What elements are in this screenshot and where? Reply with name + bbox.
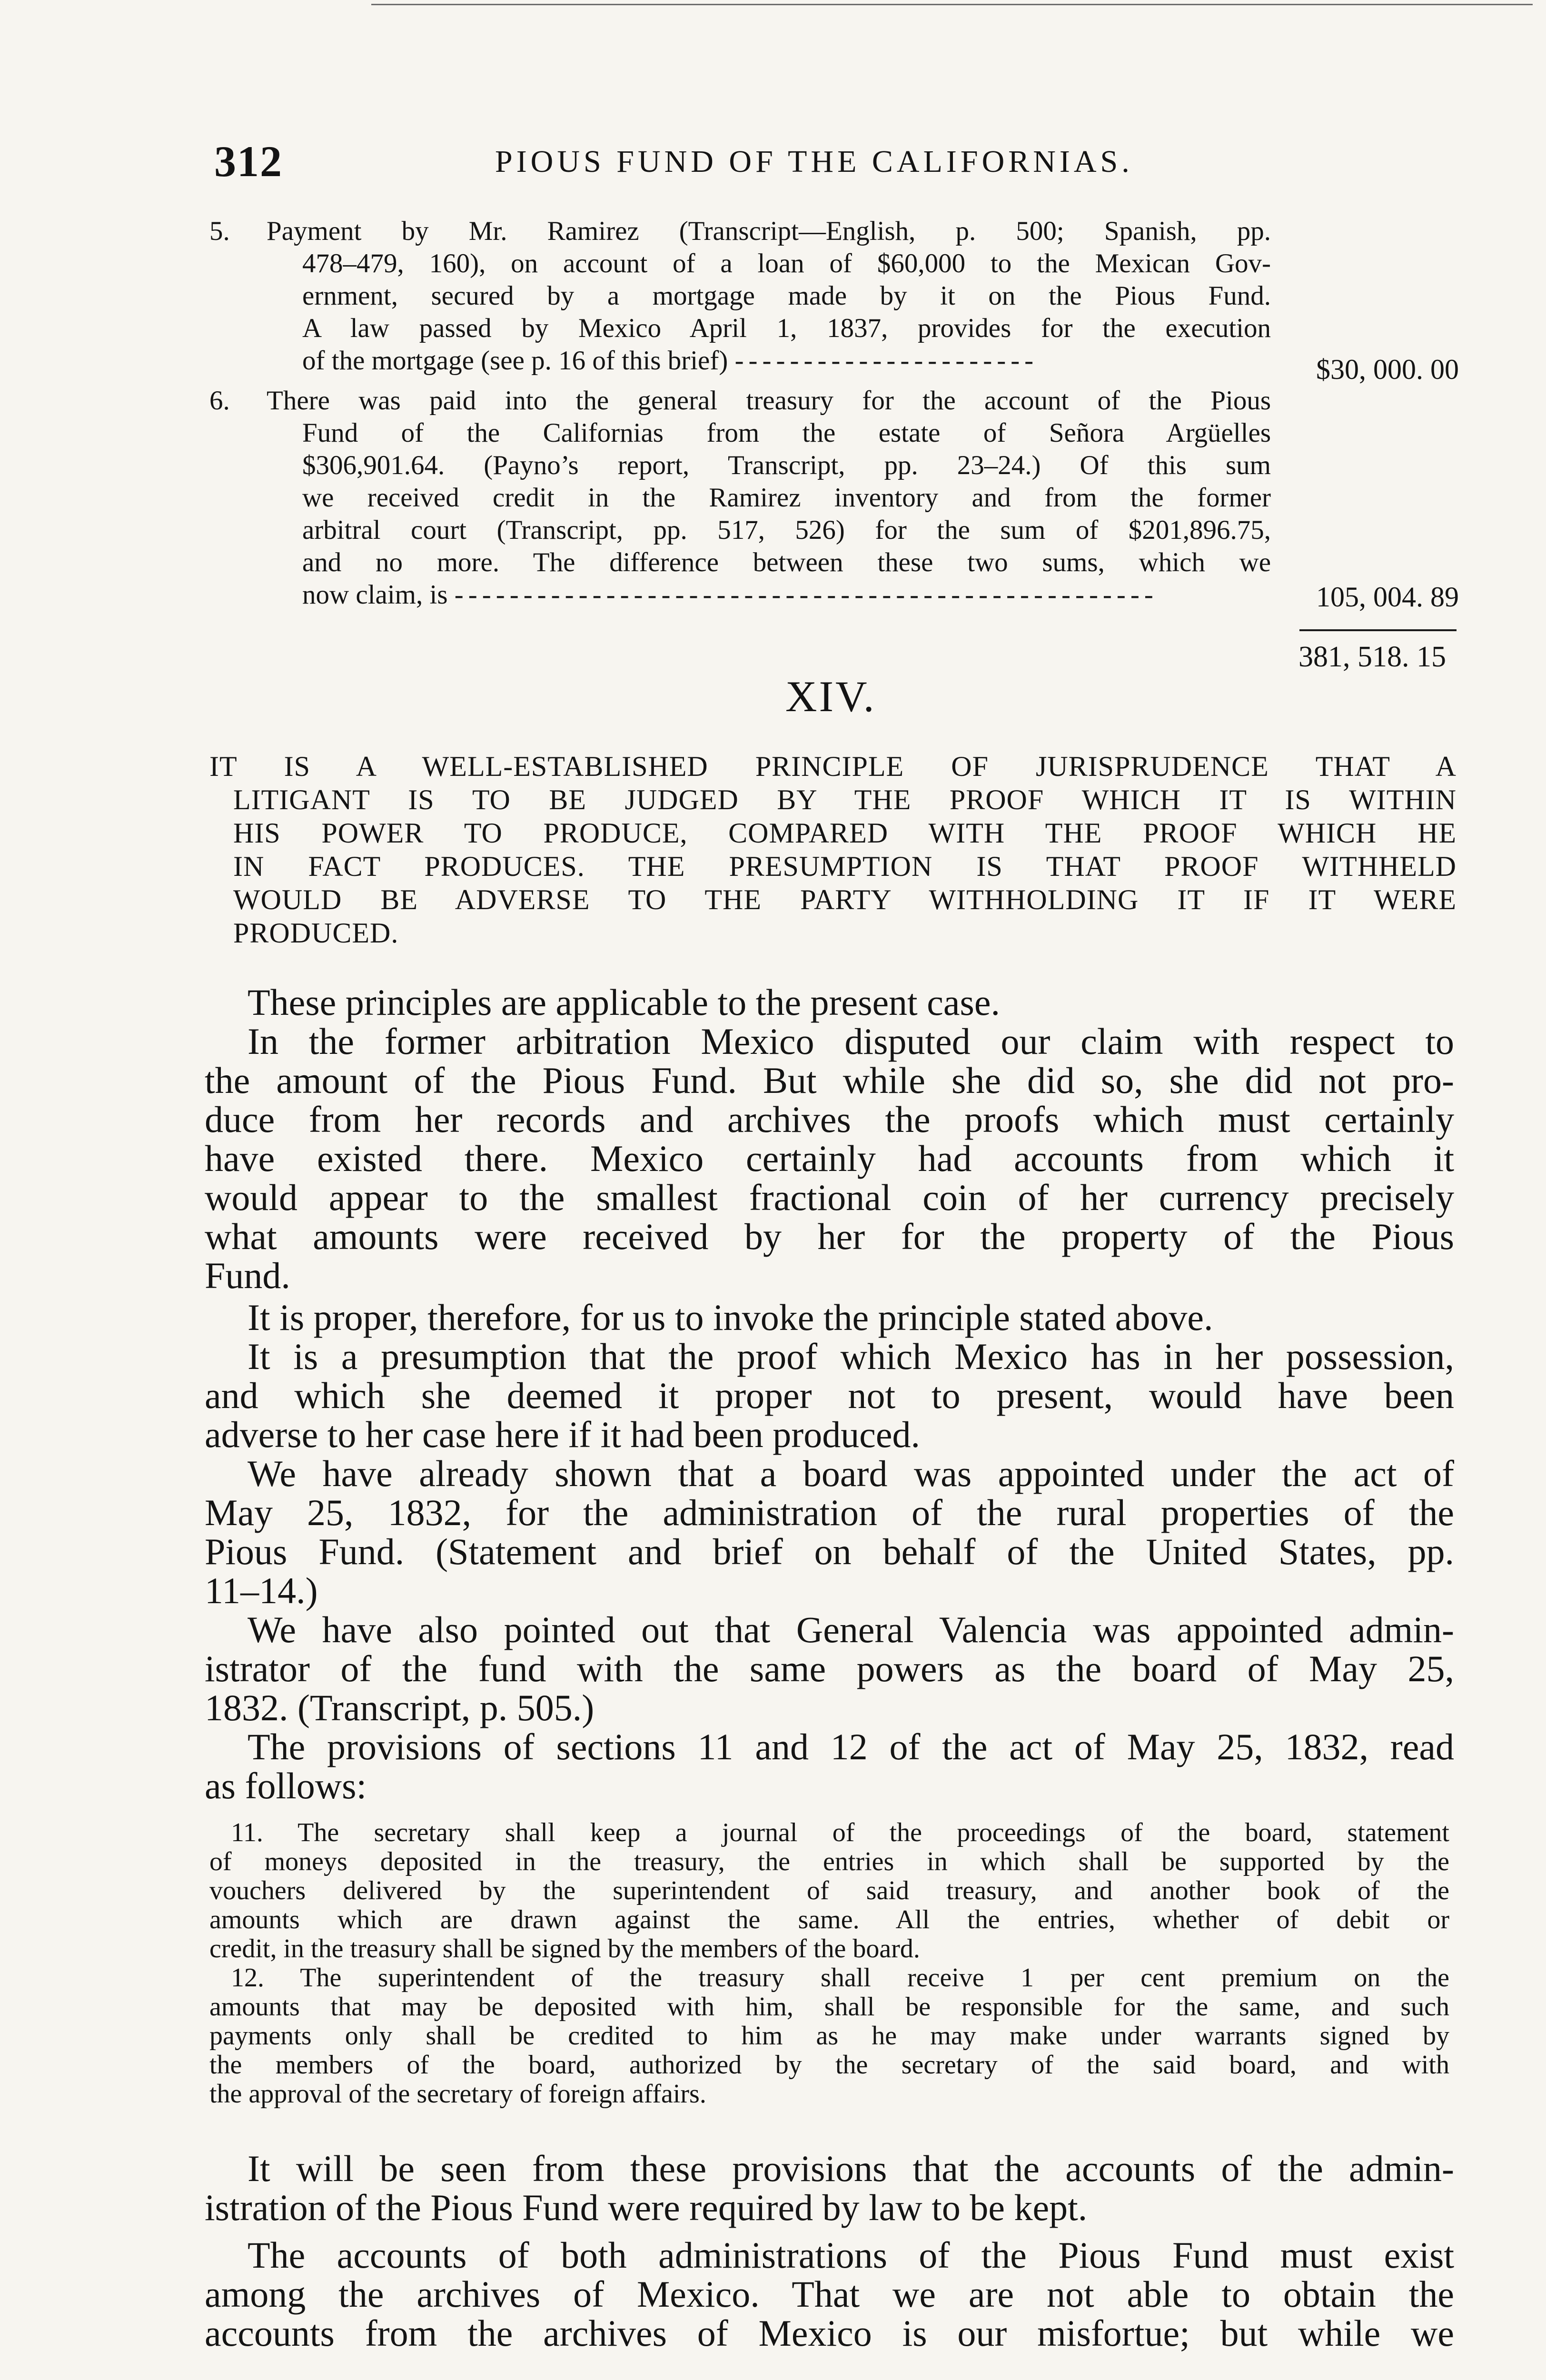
quoted-section-12	[209, 1964, 1449, 2109]
item-line: ernment, secured by a mortgage made by it on the Pious Fund.	[302, 281, 1271, 311]
body-paragraph	[205, 1727, 1454, 1805]
dot-leader: ---------------------------------------------------	[454, 580, 1158, 610]
item-line	[302, 579, 1271, 611]
item-line: 478–479, 160), on account of a loan of $60,000 to the Mexican Gov-	[302, 248, 1271, 278]
page-number: 312	[214, 137, 283, 186]
paragraph-line: istration of the Pious Fund were required by law to be kept.	[205, 2187, 1088, 2228]
item-line: A law passed by Mexico April 1, 1837, provides for the execution	[302, 313, 1271, 343]
paragraph-line: among the archives of Mexico. That we are not able to obtain the	[205, 2273, 1454, 2315]
caption-line: WOULD BE ADVERSE TO THE PARTY WITHHOLDING IT IF IT WERE	[233, 884, 1457, 915]
total-rule	[1299, 629, 1457, 631]
body-paragraph	[205, 1454, 1454, 1610]
paragraph-line: and which she deemed it proper not to present, would have been	[205, 1375, 1454, 1416]
paragraph-line: The accounts of both administrations of the Pious Fund must exist	[248, 2234, 1454, 2276]
paragraph-line: Pious Fund. (Statement and brief on behalf of the United States, pp.	[205, 1531, 1454, 1572]
dot-leader: ----------------------	[734, 346, 1039, 376]
item-line	[302, 345, 1271, 377]
paragraph-line: May 25, 1832, for the administration of the rural properties of the	[205, 1492, 1454, 1533]
caption-line: LITIGANT IS TO BE JUDGED BY THE PROOF WHICH IT IS WITHIN	[233, 784, 1457, 815]
item-line: Payment by Mr. Ramirez (Transcript—English, p. 500; Spanish, pp.	[267, 216, 1271, 246]
ledger-item-6	[209, 385, 1459, 613]
paragraph-line: These principles are applicable to the present case.	[248, 982, 1000, 1023]
quote-line: 12. The superintendent of the treasury shall receive 1 per cent premium on the	[231, 1963, 1449, 1993]
paragraph-line: as follows:	[205, 1765, 367, 1806]
quote-line: vouchers delivered by the superintendent of said treasury, and another book of the	[209, 1876, 1449, 1905]
quote-line: 11. The secretary shall keep a journal of the proceedings of the board, statement	[231, 1818, 1449, 1847]
item-line: Fund of the Californias from the estate of Señora Argüelles	[302, 418, 1271, 448]
item-line: and no more. The difference between these two sums, which we	[302, 547, 1271, 577]
paragraph-line: adverse to her case here if it had been produced.	[205, 1414, 920, 1455]
ledger-total: 381, 518. 15	[1298, 641, 1446, 673]
running-head: PIOUS FUND OF THE CALIFORNIAS.	[495, 144, 1133, 179]
body-paragraph	[205, 1022, 1454, 1295]
caption-line: IN FACT PRODUCES. THE PRESUMPTION IS THAT PROOF WITHHELD	[233, 851, 1457, 882]
caption-line: PRODUCED.	[233, 917, 399, 949]
paragraph-line: Fund.	[205, 1255, 290, 1296]
paragraph-line: would appear to the smallest fractional coin of her currency precisely	[205, 1177, 1454, 1218]
body-paragraph	[205, 2236, 1454, 2353]
paragraph-line: 11–14.)	[205, 1570, 318, 1611]
item-line: we received credit in the Ramirez inventory and from the former	[302, 483, 1271, 513]
quote-line: the approval of the secretary of foreign affairs.	[209, 2079, 706, 2109]
quote-line: amounts that may be deposited with him, shall be responsible for the same, and such	[209, 1992, 1449, 2022]
item-line-text: of the mortgage (see p. 16 of this brief)	[302, 346, 728, 376]
item-number: 6.	[209, 386, 230, 416]
ledger-item-5	[209, 215, 1459, 385]
paragraph-line: duce from her records and archives the proofs which must certainly	[205, 1099, 1454, 1140]
section-number: XIV.	[785, 672, 876, 721]
quote-line: of moneys deposited in the treasury, the entries in which shall be supported by the	[209, 1847, 1449, 1876]
quote-line: the members of the board, authorized by the secretary of the said board, and with	[209, 2050, 1449, 2080]
paragraph-line: It will be seen from these provisions that the accounts of the admin-	[248, 2148, 1454, 2189]
paragraph-line: We have also pointed out that General Valencia was appointed admin-	[248, 1609, 1454, 1650]
section-caption	[209, 750, 1457, 950]
body-paragraph	[205, 1610, 1454, 1727]
body-paragraph	[205, 1337, 1454, 1454]
paragraph-line: 1832. (Transcript, p. 505.)	[205, 1687, 595, 1728]
paragraph-line: accounts from the archives of Mexico is our misfortue; but while we	[205, 2312, 1454, 2354]
paragraph-line: In the former arbitration Mexico disputed our claim with respect to	[248, 1021, 1454, 1062]
paragraph-line: the amount of the Pious Fund. But while she did so, she did not pro-	[205, 1060, 1454, 1101]
caption-line: IT IS A WELL-ESTABLISHED PRINCIPLE OF JURISPRUDENCE THAT A	[209, 751, 1457, 782]
item-number: 5.	[209, 216, 230, 246]
quote-line: credit, in the treasury shall be signed by the members of the board.	[209, 1934, 920, 1964]
body-paragraph	[205, 1298, 1454, 1337]
paragraph-line: istrator of the fund with the same powers as the board of May 25,	[205, 1648, 1454, 1689]
quote-line: payments only shall be credited to him as he may make under warrants signed by	[209, 2021, 1449, 2051]
item-line: arbitral court (Transcript, pp. 517, 526) for the sum of $201,896.75,	[302, 515, 1271, 545]
quoted-section-11	[209, 1818, 1449, 1964]
item-line: There was paid into the general treasury for the account of the Pious	[267, 386, 1271, 416]
paragraph-line: have existed there. Mexico certainly had accounts from which it	[205, 1138, 1454, 1179]
body-paragraph	[205, 983, 1454, 1022]
item-amount: 105, 004. 89	[1316, 581, 1459, 613]
item-line-text: now claim, is	[302, 580, 448, 610]
paragraph-line: what amounts were received by her for the property of the Pious	[205, 1216, 1454, 1257]
paragraph-line: It is a presumption that the proof which Mexico has in her possession,	[248, 1336, 1454, 1377]
paragraph-line: We have already shown that a board was appointed under the act of	[248, 1453, 1454, 1494]
page-top-rule	[371, 4, 1533, 5]
item-line: $306,901.64. (Payno’s report, Transcript, pp. 23–24.) Of this sum	[302, 450, 1271, 480]
quote-line: amounts which are drawn against the same. All the entries, whether of debit or	[209, 1905, 1449, 1934]
paragraph-line: It is proper, therefore, for us to invoke the principle stated above.	[248, 1297, 1213, 1338]
paragraph-line: The provisions of sections 11 and 12 of the act of May 25, 1832, read	[248, 1726, 1454, 1767]
caption-line: HIS POWER TO PRODUCE, COMPARED WITH THE PROOF WHICH HE	[233, 817, 1457, 849]
page-header	[214, 136, 1452, 188]
item-amount: $30, 000. 00	[1316, 354, 1459, 385]
body-paragraph	[205, 2149, 1454, 2227]
